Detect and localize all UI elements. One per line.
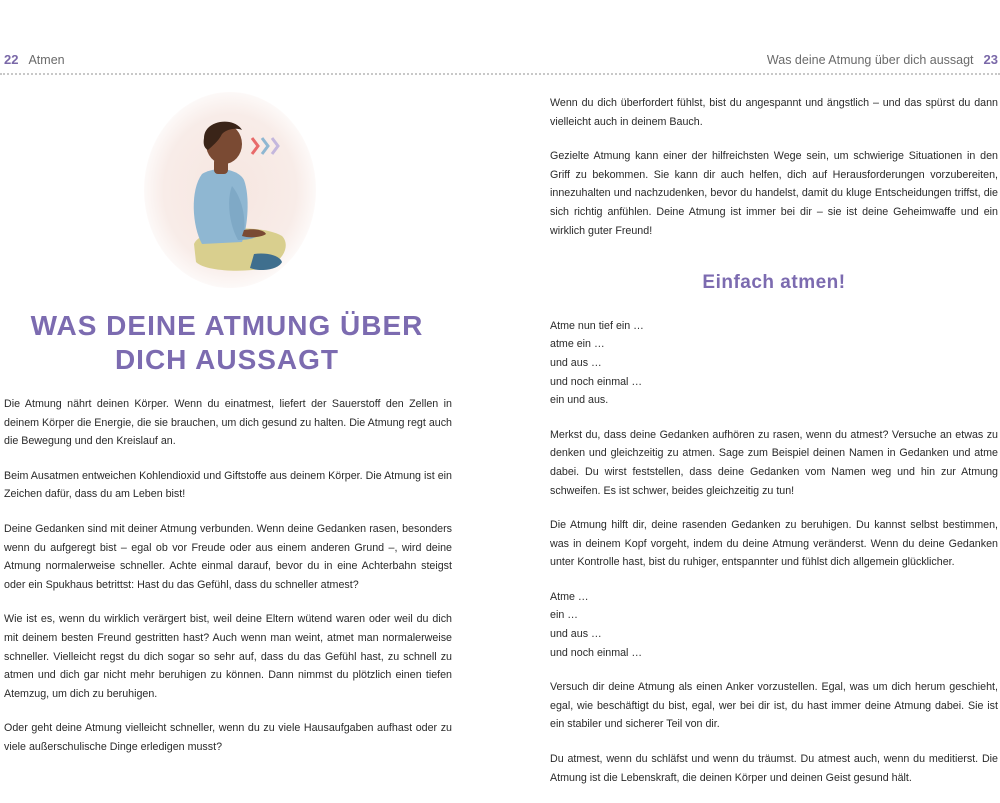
right-paragraph: Merkst du, dass deine Gedanken aufhören zu rasen, wenn du atmest? Versuche an etwas zu denken und gleichzeitig zu atmen. Sage zum Beispiel deinen Namen in Gedanken und atme dabei. Du wirst feststellen, dass deine Gedanken vom Namen weg und hin zur Atmung schweifen. Es ist schwer, beides gleichzeitig zu tun! xyxy=(550,428,998,497)
chapter-title xyxy=(20,309,434,377)
breath-line: atme ein … xyxy=(550,338,605,351)
right-paragraph: Gezielte Atmung kann einer der hilfreichsten Wege sein, um schwierige Situationen in den Griff zu bekommen. Sie kann dir auch helfen, dich auf Herausforderungen vorzubereiten, innezuhalten und nachzudenken, bevor du handelst, damit du kluge Entscheidungen triffst, die sich richtig anfühlen. Deine Atmung ist immer bei dir – sie ist deine Geheimwaffe und ein wirklich guter Freund! xyxy=(550,150,998,237)
left-page-header xyxy=(4,52,65,67)
left-paragraph: Beim Ausatmen entweichen Kohlendioxid und Giftstoffe aus deinem Körper. Die Atmung ist ein Zeichen dafür, dass du am Leben bist! xyxy=(4,469,452,501)
breath-line: Atme nun tief ein … xyxy=(550,319,644,332)
breathing-child-illustration xyxy=(142,86,318,291)
breath-exercise-1 xyxy=(550,317,998,410)
right-paragraph: Die Atmung hilft dir, deine rasenden Gedanken zu beruhigen. Du kannst selbst bestimmen, was in deinem Kopf vorgeht, indem du deine Atmung veränderst. Wenn du deine Gedanken unter Kontrolle hast, bist du ruhiger, entspannter und fühlst dich allgemein glücklicher. xyxy=(550,519,998,569)
breath-exercise-2 xyxy=(550,588,998,662)
chapter-title-line-1: WAS DEINE ATMUNG ÜBER xyxy=(30,310,424,341)
left-paragraph: Oder geht deine Atmung vielleicht schneller, wenn du zu viele Hausaufgaben aufhast oder zu viele außerschulische Dinge erledigen musst? xyxy=(4,722,452,753)
left-running-title: Atmen xyxy=(28,53,65,67)
left-paragraph: Die Atmung nährt deinen Körper. Wenn du einatmest, liefert der Sauerstoff den Zellen in deinem Körper die Energie, die sie brauchen, um dich gesund zu halten. Die Atmung regt auch die Bewegung und den Kreislauf an. xyxy=(4,398,452,448)
breath-line: und aus … xyxy=(550,356,602,369)
left-paragraph: Deine Gedanken sind mit deiner Atmung verbunden. Wenn deine Gedanken rasen, besonders wenn du aufgeregt bist – egal ob vor Freude oder aus einem anderen Grund –, wird deine Atmung normalerweise schneller. Achte einmal darauf, bevor du in eine Achterbahn steigst oder ein Spukhaus betrittst: Hast du das Gefühl, dass du schneller atmest? xyxy=(4,522,452,591)
breath-line: und noch einmal … xyxy=(550,646,643,659)
left-column xyxy=(4,395,452,773)
right-paragraph: Versuch dir deine Atmung als einen Anker vorzustellen. Egal, was um dich herum geschieht, egal, wie beschäftigt du bist, egal, wer bei dir ist, du hast immer deine Atmung dabei. Sie ist ein stabiler und sicherer Teil von dir. xyxy=(550,681,998,731)
chapter-title-line-2: DICH AUSSAGT xyxy=(114,344,340,375)
right-running-title: Was deine Atmung über dich aussagt xyxy=(766,53,974,67)
header-divider xyxy=(0,73,1000,75)
right-page-number: 23 xyxy=(983,52,998,67)
left-paragraph: Wie ist es, wenn du wirklich verärgert bist, weil deine Eltern wütend waren oder weil du dich mit deinem besten Freund gestritten hast? Auch wenn man weint, atmet man normalerweise schneller. Vielleicht regst du dich sogar so sehr auf, dass du das Gefühl hast, zu schnell zu atmen und dich gar nicht mehr beruhigen zu können. Dann nimmst du plötzlich einen tiefen Atemzug, um dich zu beruhigen. xyxy=(4,613,452,700)
section-heading: Einfach atmen! xyxy=(702,272,846,294)
breath-line: ein … xyxy=(550,609,578,622)
right-paragraph: Du atmest, wenn du schläfst und wenn du träumst. Du atmest auch, wenn du meditierst. Die Atmung ist die Lebenskraft, die deinen Körper und deinen Geist gesund hält. xyxy=(550,753,998,784)
breath-line: und noch einmal … xyxy=(550,375,643,388)
breath-line: und aus … xyxy=(550,628,602,641)
right-column xyxy=(550,94,998,803)
breath-line: Atme … xyxy=(550,590,589,603)
left-page-number: 22 xyxy=(4,52,19,67)
right-paragraph: Wenn du dich überfordert fühlst, bist du angespannt und ängstlich – und das spürst du dann vielleicht auch in deinem Bauch. xyxy=(550,97,998,128)
right-page-header xyxy=(767,52,998,67)
breath-line: ein und aus. xyxy=(550,394,609,407)
